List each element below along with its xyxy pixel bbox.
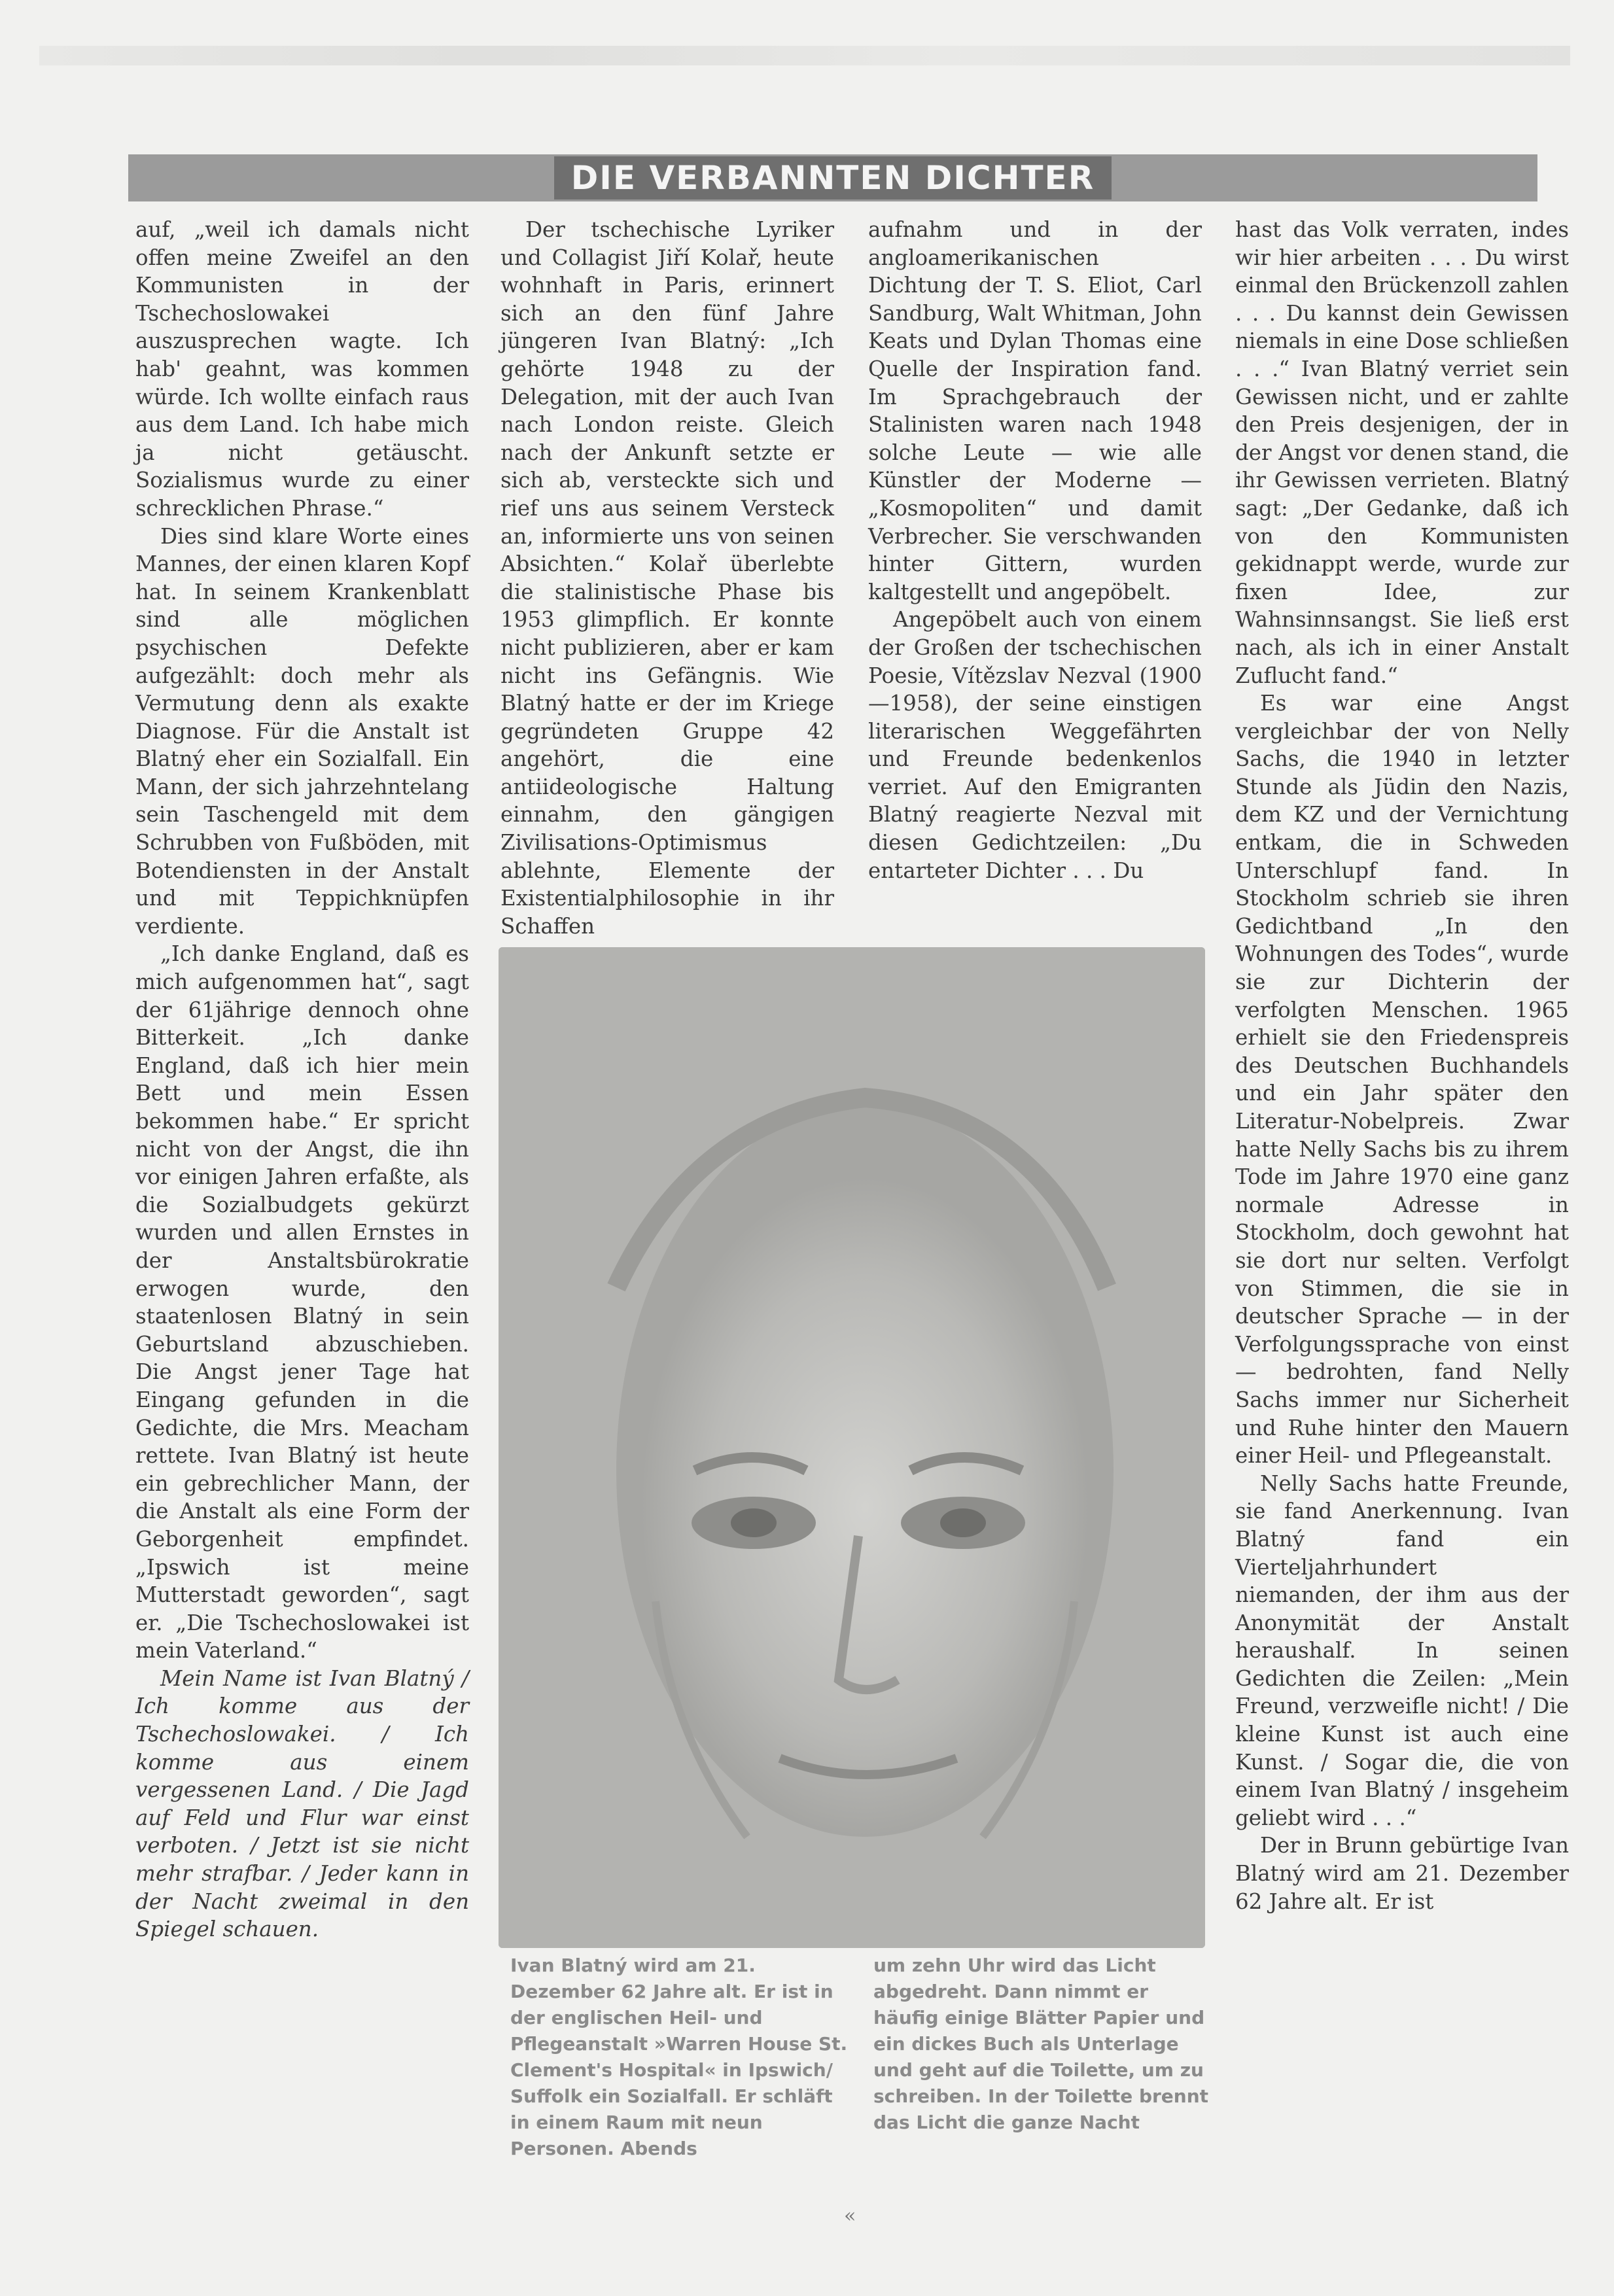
col1-paragraph: „Ich danke England, daß es mich aufgenommen hat“, sagt der 61jährige dennoch ohne Bitterkeit. „Ich danke England, daß ich hier mein Bett und mein Essen bekommen habe.“ Er spricht nicht von der Angst, die ihn vor einigen Jahren erfaßte, als die Sozialbudgets gekürzt wurden und allen Ernstes in der Anstaltsbürokratie erwogen wurde, den staatenlosen Blatný in sein Geburtsland abzuschieben. Die Angst jener Tage hat Eingang gefunden in die Gedichte, die Mrs. Meacham rettete. Ivan Blatný ist heute ein gebrechlicher Mann, der die Anstalt als eine Form der Geborgenheit empfindet. „Ipswich ist meine Mutterstadt geworden“, sagt er. „Die Tschechoslowakei ist mein Vaterland.“ — [135, 941, 469, 1663]
col2-paragraph: Der tschechische Lyriker und Collagist Jiří Kolař, heute wohnhaft in Paris, erinnert sich an den fünf Jahre jüngeren Ivan Blatný: „Ich gehörte 1948 zu der Delegation, mit der auch Ivan nach London reiste. Gleich nach der Ankunft setzte er sich ab, versteckte sich und rief uns aus seinem Versteck an, informierte uns von seinen Absichten.“ Kolař überlebte die stalinistische Phase bis 1953 glimpflich. Er konnte nicht publizieren, aber er kam nicht ins Gefängnis. Wie Blatný hatte er der im Kriege gegründeten Gruppe 42 angehört, die eine antiideologische Haltung einnahm, den gängigen Zivilisations-Optimismus ablehnte, Elemente der Existentialphilosophie in ihr Schaffen — [500, 217, 834, 939]
section-header-bar — [128, 154, 1537, 201]
col1-paragraph: Mein Name ist Ivan Blatný / Ich komme aus der Tschechoslowakei. / Ich komme aus einem vergessenen Land. / Die Jagd auf Feld und Flur war einst verboten. / Jetzt ist sie nicht mehr strafbar. / Jeder kann in der Nacht zweimal in den Spiegel schauen. — [135, 1665, 469, 1942]
text-column-4 — [1235, 216, 1569, 1915]
text-column-2 — [500, 216, 834, 940]
col4-paragraph: Es war eine Angst vergleichbar der von Nelly Sachs, die 1940 in letzter Stunde als Jüdin den Nazis, dem KZ und der Vernichtung entkam, die in Schweden Unterschlupf fand. In Stockholm schrieb sie ihren Gedichtband „In den Wohnungen des Todes“, wurde sie zur Dichterin der verfolgten Menschen. 1965 erhielt sie den Friedenspreis des Deutschen Buchhandels und ein Jahr später den Literatur-Nobelpreis. Zwar hatte Nelly Sachs bis zu ihrem Tode im Jahre 1970 eine ganz normale Adresse in Stockholm, doch gewohnt hat sie dort nur selten. Verfolgt von Stimmen, die sie in deutscher Sprache — in der Verfolgungssprache von einst — bedrohten, fand Nelly Sachs immer nur Sicherheit und Ruhe hinter den Mauern einer Heil- und Pflegeanstalt. — [1235, 691, 1569, 1469]
col4-paragraph: Der in Brunn gebürtige Ivan Blatný wird am 21. Dezember 62 Jahre alt. Er ist — [1235, 1833, 1569, 1914]
col1-paragraph: Dies sind klare Worte eines Mannes, der einen klaren Kopf hat. In seinem Krankenblatt sind alle möglichen psychischen Defekte aufgezählt: doch mehr als Vermutung denn als exakte Diagnose. Für die Anstalt ist Blatný eher ein Sozialfall. Ein Mann, der sich jahrzehntelang sein Taschengeld mit dem Schrubben von Fußböden, mit Botendiensten in der Anstalt und mit Teppichknüpfen verdiente. — [135, 523, 469, 939]
col4-paragraph: Nelly Sachs hatte Freunde, sie fand Anerkennung. Ivan Blatný fand ein Vierteljahrhundert niemanden, der ihm aus der Anonymität der Anstalt heraushalf. In seinen Gedichten die Zeilen: „Mein Freund, verzweifle nicht! / Die kleine Kunst ist auch eine Kunst. / Sogar die, die von einem Ivan Blatný / insgeheim geliebt wird . . .“ — [1235, 1470, 1569, 1830]
scan-smudge — [39, 46, 1570, 65]
section-title: DIE VERBANNTEN DICHTER — [554, 156, 1112, 200]
photo-caption-left: Ivan Blatný wird am 21. Dezember 62 Jahre alt. Er ist in der englischen Heil- und Pflegeanstalt »Warren House St. Clement's Hospital« in Ipswich/ Suffolk ein Sozialfall. Er schläft in einem Raum mit neun Personen. Abends — [510, 1955, 848, 2159]
photo-caption-right: um zehn Uhr wird das Licht abgedreht. Dann nimmt er häufig einige Blätter Papier und ein dickes Buch als Unterlage und geht auf die Toilette, um zu schreiben. In der Toilette brennt das Licht die ganze Nacht — [873, 1955, 1209, 2133]
portrait-photo — [499, 947, 1205, 1948]
col4-paragraph: hast das Volk verraten, indes wir hier arbeiten . . . Du wirst einmal den Brückenzoll zahlen . . . Du kannst dein Gewissen niemals in eine Dose schließen . . .“ Ivan Blatný verriet sein Gewissen nicht, und er zahlte den Preis desjenigen, der in der Angst vor denen stand, die ihr Gewissen verrieten. Blatný sagt: „Der Gedanke, daß ich von den Kommunisten gekidnappt werde, wurde zur fixen Idee, zur Wahnsinnsangst. Sie ließ erst nach, als ich in einer Anstalt Zuflucht fand.“ — [1235, 217, 1569, 688]
scan-artifact-mark: « — [844, 2204, 856, 2227]
col1-paragraph: auf, „weil ich damals nicht offen meine Zweifel an den Kommunisten in der Tschechoslowakei auszusprechen wagte. Ich hab' geahnt, was kommen würde. Ich wollte einfach raus aus dem Land. Ich habe mich ja nicht getäuscht. Sozialismus wurde zu einer schrecklichen Phrase.“ — [135, 217, 469, 521]
text-column-3 — [868, 216, 1202, 884]
text-column-1 — [135, 216, 469, 1943]
portrait-image — [499, 947, 1205, 1948]
col3-paragraph: Angepöbelt auch von einem der Großen der tschechischen Poesie, Vítězslav Nezval (1900—1958), der seine einstigen literarischen Weggefährten und Freunde bedenkenlos verriet. Auf den Emigranten Blatný reagierte Nezval mit diesen Gedichtzeilen: „Du entarteter Dichter . . . Du — [868, 607, 1202, 883]
col3-paragraph: aufnahm und in der angloamerikanischen Dichtung der T. S. Eliot, Carl Sandburg, Walt Whitman, John Keats und Dylan Thomas eine Quelle der Inspiration fand. Im Sprachgebrauch der Stalinisten waren nach 1948 solche Leute — wie alle Künstler der Moderne — „Kosmopoliten“ und damit Verbrecher. Sie verschwanden hinter Gittern, wurden kaltgestellt und angepöbelt. — [868, 217, 1202, 604]
